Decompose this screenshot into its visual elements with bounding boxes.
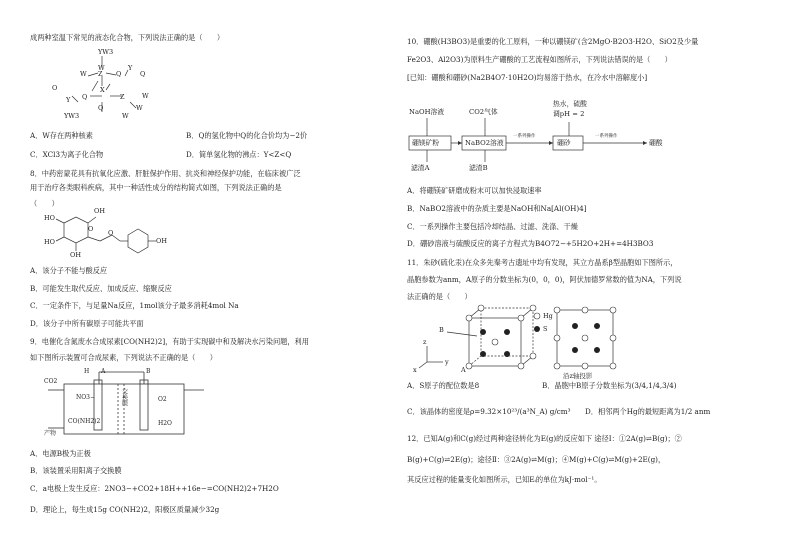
structure-label: YW3 [64, 112, 80, 120]
q11-stem-line3: 法正确的是（ ） [407, 292, 472, 301]
crystal-label: A [461, 366, 466, 374]
structure-label: W [142, 92, 149, 100]
flow-step-text: 一系列操作 [513, 134, 536, 139]
q11-option-a: A．S原子的配位数是8 [407, 381, 480, 390]
q10-stem-line2: Fe2O3、Al2O3)为原料生产硼酸的工艺流程如图所示，下列说法错误的是（ ） [407, 55, 672, 64]
structure-label: Q [116, 70, 122, 78]
structure-1-labels [50, 46, 170, 126]
q7-option-d: D．简单氢化物的沸点：Y<Z<Q [186, 150, 292, 159]
q8-option-a: A．该分子不能与酸反应 [30, 266, 108, 275]
molecule-label: O [88, 225, 94, 233]
molecule-label: OH [156, 237, 167, 245]
molecule-label: O [108, 229, 114, 237]
axis-label: x [413, 366, 417, 374]
q9-option-d: D．理论上，每生成15g CO(NH2)2，阳极区质量减少32g [30, 505, 220, 514]
flow-product: 硼酸 [649, 139, 663, 147]
q9-option-b: B．该装置采用阳离子交换膜 [30, 466, 122, 475]
q10-option-b: B．NaBO2溶液中的杂质主要是NaOH和Na[Al(OH)4] [407, 204, 587, 213]
cell-label: H [84, 368, 90, 375]
cell-label: B [146, 368, 151, 375]
q7-option-c: C．XCl3为离子化合物 [30, 150, 104, 159]
q10-option-a: A．将硼镁矿研磨成粉末可以加快浸取速率 [407, 186, 542, 195]
q10-stem-line1: 10．硼酸(H3BO3)是重要的化工原料，一种以硼镁矿(含2MgO·B2O3·H2O、SiO2及少量 [407, 37, 699, 46]
q10-option-c: C．一系列操作主要包括冷却结晶、过滤、洗涤、干燥 [407, 222, 578, 231]
crystal-labels [407, 302, 667, 382]
crystal-legend: S [543, 325, 548, 333]
cell-label: CO(NH2)2 [68, 418, 101, 425]
structure-label: W [80, 70, 87, 78]
flow-reagent: 调pH = 2 [553, 110, 585, 118]
q12-line3: 其反应过程的能量变化如图所示，已知Eᵢ的单位为kJ·mol⁻¹。 [407, 475, 602, 484]
q8-molecule-labels [42, 205, 172, 260]
flow-box-ore: 硼镁矿粉 [412, 139, 440, 147]
flow-box-solution: NaBO2溶液 [465, 139, 504, 147]
cell-label: NO3− [76, 394, 96, 401]
structure-label: Y [128, 64, 133, 72]
cell-label: A [101, 368, 106, 375]
flow-box-borax: 硼砂 [557, 139, 571, 147]
flow-step-text: 一系列操作 [595, 134, 618, 139]
structure-label: Y [66, 96, 71, 104]
membrane-label: 交换膜 [120, 388, 128, 406]
structure-label: W [136, 104, 143, 112]
q10-note: [已知：硼酸和硼砂(Na2B4O7·10H2O)均易溶于热水，在冷水中溶解度小] [407, 73, 648, 82]
q9-option-a: A．电源B极为正极 [30, 449, 91, 458]
q9-stem-line1: 9．电催化含氮废水合成尿素[CO(NH2)2]，有助于实现碳中和及解决水污染问题，利用 [30, 337, 309, 346]
q11-stem-line2: 晶胞参数为anm，A原子的分数坐标为(0，0，0)，阿伏加德罗常数的值为NA，下列说 [407, 275, 682, 284]
q9-stem-line2: 如下图所示装置可合成尿素，下列说法不正确的是（ ） [30, 353, 217, 362]
q8-option-b: B．可能发生取代反应、加成反应、缩聚反应 [30, 284, 172, 293]
molecule-label: HO [44, 238, 55, 246]
q7-option-a: A．W存在两种核素 [30, 131, 93, 140]
q8-stem-line1: 8．中药密蒙花具有抗氧化应激、肝脏保护作用、抗炎和神经保护功能，在临床被广泛 [30, 169, 301, 178]
crystal-legend: Hg [543, 312, 553, 320]
q12-line2: B(g)+C(g)⇌2E(g)；途径Ⅱ：③2A(g)⇌M(g)；④M(g)+C(g)⇌M(g)+2E(g)， [407, 455, 666, 464]
structure-label: Z [98, 70, 103, 78]
q11-stem-line1: 11．朱砂(硫化汞)在众多先秦考古遗址中均有发现，其立方晶系β型晶胞如下图所示， [407, 258, 678, 267]
structure-label: Q [140, 70, 146, 78]
flow-residue: 滤渣B [469, 164, 488, 172]
axis-label: y [445, 358, 449, 366]
left-column [30, 0, 395, 535]
flow-reagent: CO2气体 [469, 108, 498, 116]
q12-line1: 12．已知A(g)和C(g)经过两种途径转化为E(g)的反应如下 途径Ⅰ：①2A(g)⇌B(g)；② [407, 434, 682, 443]
q9-option-c: C．a电极上发生反应：2NO3−+CO2+18H++16e−=CO(NH2)2+7H2O [30, 484, 279, 493]
projection-caption: 沿z轴投影 [563, 372, 593, 380]
crystal-label: B [439, 326, 444, 334]
structure-label: Q [98, 104, 104, 112]
axis-label: z [423, 338, 427, 346]
structure-label: O [52, 84, 58, 92]
q8-stem-line2: 用于治疗各类眼科疾病，其中一种活性成分的结构简式如图，下列说法正确的是 [30, 183, 282, 192]
cell-label: CO2 [44, 378, 58, 385]
structure-label: Q [82, 93, 88, 101]
q11-option-d: D．相邻两个Hg的最短距离为1/2 anm [585, 407, 711, 416]
molecule-label: OH [70, 251, 81, 259]
q8-option-d: D．该分子中所有碳原子可能共平面 [30, 319, 144, 328]
cell-labels [44, 368, 214, 438]
right-column [407, 0, 777, 535]
molecule-label: HO [44, 214, 55, 222]
flow-residue: 滤渣A [411, 164, 430, 172]
molecule-label: OH [94, 207, 105, 215]
q7-option-b: B．Q的氢化物中Q的化合价均为−2价 [186, 131, 308, 140]
flowchart-labels [407, 100, 707, 175]
q11-option-b: B．晶胞中B原子分数坐标为(3/4,1/4,3/4) [542, 381, 677, 390]
cell-label: O2 [158, 396, 167, 403]
q8-option-c: C．一定条件下，与足量Na反应，1mol该分子最多消耗4mol Na [30, 301, 239, 310]
structure-label: Z [120, 93, 125, 101]
structure-label: W [98, 64, 105, 72]
flow-reagent: 热水，硫酸 [553, 100, 587, 108]
q10-option-d: D．硼砂溶液与硫酸反应的离子方程式为B4O72−+5H2O+2H+=4H3BO3 [407, 239, 654, 248]
question-intro: 成两种室温下常见的液态化合物，下列说法正确的是（ ） [30, 33, 225, 42]
cell-label: 产物 [44, 430, 57, 437]
cell-label: H2O [158, 420, 172, 427]
flow-reagent: NaOH溶液 [409, 108, 445, 116]
q11-option-c: C．该晶体的密度是ρ=9.32×10²³/(a³N_A) g/cm³ [407, 407, 571, 416]
structure-label: X [100, 86, 105, 94]
structure-label: W [122, 112, 129, 120]
structure-label: YW3 [98, 48, 114, 56]
q8-answer-blank: （ ） [30, 199, 59, 208]
